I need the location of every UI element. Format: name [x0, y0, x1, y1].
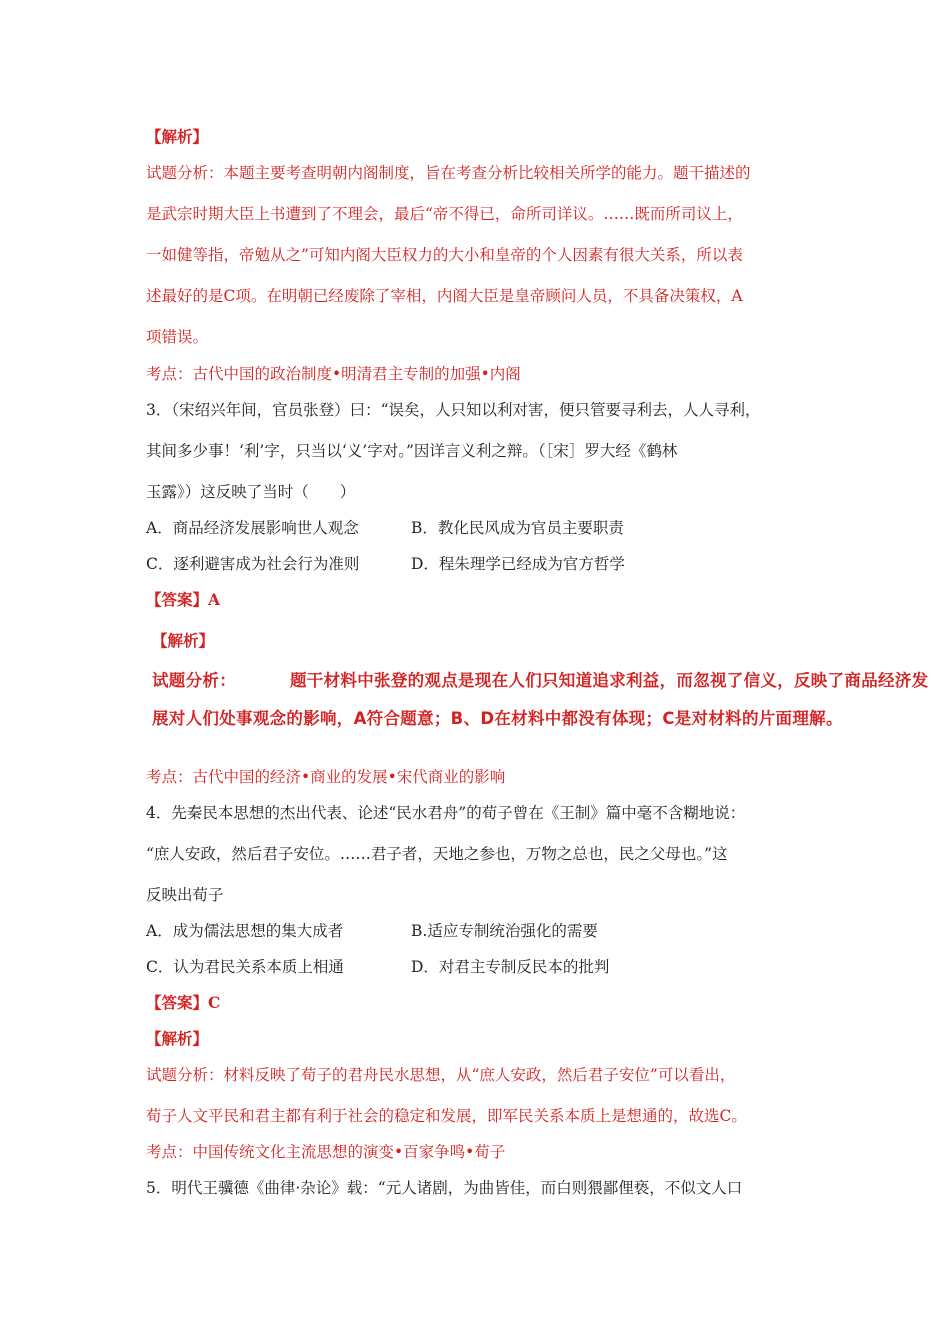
q2-analysis-line: 项错误。 [146, 328, 209, 346]
q3-option-a: A．商品经济发展影响世人观念 [146, 519, 359, 537]
q4-option-a: A．成为儒法思想的集大成者 [146, 922, 344, 940]
q4-stem-line: “庶人安政，然后君子安位。……君子者，天地之参也，万物之总也，民之父母也。”这 [146, 845, 728, 863]
q4-option-d: D．对君主专制反民本的批判 [411, 958, 610, 976]
q4-stem-line: 4．先秦民本思想的杰出代表、论述“民水君舟”的荀子曾在《王制》篇中毫不含糊地说： [146, 804, 746, 822]
q4-answer: 【答案】C [146, 993, 221, 1012]
q3-option-d: D．程朱理学已经成为官方哲学 [411, 555, 625, 573]
q3-analysis-label: 【解析】 [152, 631, 215, 650]
q4-kaodian: 考点：中国传统文化主流思想的演变•百家争鸣•荀子 [146, 1143, 506, 1161]
q4-stem-line: 反映出荀子 [146, 886, 224, 904]
q2-kaodian: 考点：古代中国的政治制度•明清君主专制的加强•内阁 [146, 365, 521, 383]
q3-stem-line: 其间多少事！‘利’字，只当以‘义’字对。”因详言义利之辩。（［宋］罗大经《鹤林 [146, 442, 678, 460]
q3-analysis-line: 题干材料中张登的观点是现在人们只知道追求利益，而忽视了信义，反映了商品经济发 [290, 671, 929, 690]
q3-option-b: B．教化民风成为官员主要职责 [411, 519, 624, 537]
q5-stem-line: 5．明代王骥德《曲律·杂论》载：“元人诸剧，为曲皆佳，而白则猥鄙俚亵，不似文人口 [146, 1179, 743, 1197]
q2-analysis-line: 试题分析：本题主要考查明朝内阁制度，旨在考查分析比较相关所学的能力。题干描述的 [146, 164, 751, 182]
q3-stem-line: 3．（宋绍兴年间，官员张登）曰：“误矣，人只知以利对害，便只管要寻利去，人人寻利， [146, 401, 761, 419]
q4-analysis-label: 【解析】 [146, 1029, 209, 1048]
q4-option-b: B.适应专制统治强化的需要 [411, 922, 598, 940]
q3-answer: 【答案】A [146, 590, 221, 609]
q4-option-c: C．认为君民关系本质上相通 [146, 958, 344, 976]
q2-analysis-line: 一如健等指，帝勉从之”可知内阁大臣权力的大小和皇帝的个人因素有很大关系，所以表 [146, 246, 743, 264]
q3-analysis-prefix: 试题分析： [152, 671, 236, 690]
q2-analysis-line: 述最好的是C项。在明朝已经废除了宰相，内阁大臣是皇帝顾问人员，不具备决策权，A [146, 287, 743, 305]
q3-kaodian: 考点：古代中国的经济•商业的发展•宋代商业的影响 [146, 768, 506, 786]
q2-analysis-line: 是武宗时期大臣上书遭到了不理会，最后“帝不得已，命所司详议。……既而所司议上， [146, 205, 743, 223]
q2-analysis-label: 【解析】 [146, 127, 209, 146]
q3-analysis-line: 展对人们处事观念的影响，A符合题意；B、D在材料中都没有体现；C是对材料的片面理解。 [152, 709, 843, 728]
q4-analysis-line: 荀子人文平民和君主都有利于社会的稳定和发展，即军民关系本质上是想通的，故选C。 [146, 1107, 747, 1125]
q3-stem-line: 玉露》）这反映了当时（ ） [146, 483, 356, 501]
q4-analysis-line: 试题分析：材料反映了荀子的君舟民水思想，从“庶人安政，然后君子安位”可以看出， [146, 1066, 736, 1084]
q3-option-c: C．逐利避害成为社会行为准则 [146, 555, 360, 573]
